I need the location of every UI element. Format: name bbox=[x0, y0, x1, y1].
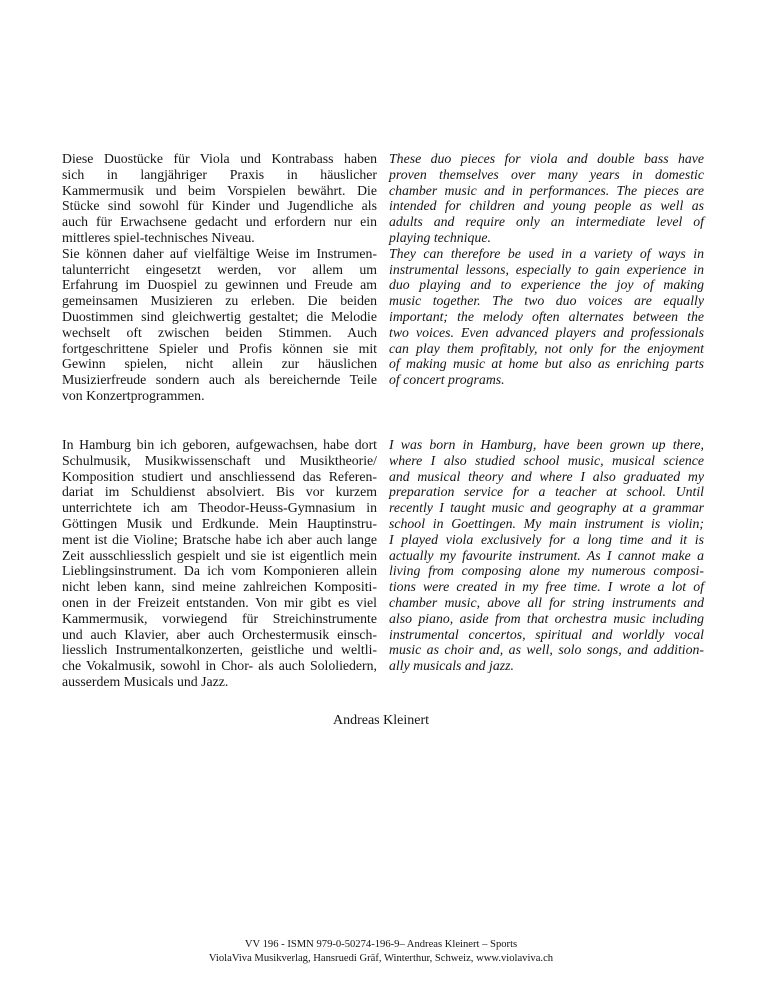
text-line: talunterricht eingesetzt werden, vor allem um bbox=[62, 261, 377, 277]
text-line: von Konzertprogrammen. bbox=[62, 387, 205, 403]
text-line: liesslich Instrumentalkonzerten, geistliche und weltli- bbox=[62, 642, 377, 658]
text-line: Lieblingsinstrument. Da ich vom Komponieren allein bbox=[62, 563, 377, 579]
text-line: also piano, aside from that orchestra music including bbox=[389, 610, 704, 626]
text-line: che Vokalmusik, sowohl in Chor- als auch Sololiedern, bbox=[62, 658, 377, 674]
text-line: Kammermusik und beim Vorspielen bewährt. Die bbox=[62, 182, 377, 198]
text-line: duo playing and to experience the joy of making bbox=[389, 277, 704, 293]
text-line: of concert programs. bbox=[389, 372, 505, 388]
text-line: recently I taught music and geography at a grammar bbox=[389, 500, 704, 516]
text-line: fortgeschrittene Spieler und Profis können sie mit bbox=[62, 340, 377, 356]
text-line: instrumental concertos, spiritual and worldly vocal bbox=[389, 626, 704, 642]
text-line: I played viola exclusively for a long time and it is bbox=[389, 531, 704, 547]
text-line: nicht leben kann, sind meine zahlreichen Kompositi- bbox=[62, 579, 377, 595]
text-line: of making music at home but also as enriching parts bbox=[389, 356, 704, 372]
text-line: proven themselves over many years in domestic bbox=[389, 166, 704, 182]
bio-english-column bbox=[389, 437, 704, 690]
text-line: In Hamburg bin ich geboren, aufgewachsen, habe dort bbox=[62, 437, 377, 452]
text-line: music as choir and, as well, solo songs, and addition- bbox=[389, 642, 704, 658]
text-line: Komposition studiert und anschliessend das Referen- bbox=[62, 468, 377, 484]
text-line: dariat im Schuldienst absolviert. Bis vor kurzem bbox=[62, 484, 377, 500]
text-line: Göttingen Musik und Erdkunde. Mein Hauptinstru- bbox=[62, 515, 377, 531]
text-line: two voices. Even advanced players and professionals bbox=[389, 324, 704, 340]
intro-english-column bbox=[389, 151, 704, 404]
text-line: sich in langjähriger Praxis in häuslicher bbox=[62, 166, 377, 182]
text-line: Erfahrung im Duospiel zu gewinnen und Freude am bbox=[62, 277, 377, 293]
text-line: Kammermusik, vorwiegend für Streichinstrumente bbox=[62, 610, 377, 626]
text-line: where I also studied school music, musical science bbox=[389, 452, 704, 468]
text-line: instrumental lessons, especially to gain experience in bbox=[389, 261, 704, 277]
text-line: Duostimmen sind gleichwertig gestaltet; die Melodie bbox=[62, 308, 377, 324]
text-line: tions were created in my free time. I wrote a lot of bbox=[389, 579, 704, 595]
text-line: chamber music, above all for string instruments and bbox=[389, 594, 704, 610]
text-line: preparation service for a teacher at school. Until bbox=[389, 484, 704, 500]
text-line: ally musicals and jazz. bbox=[389, 658, 514, 674]
text-line: intended for children and young people as well as bbox=[389, 198, 704, 214]
text-line: playing technique. bbox=[389, 229, 491, 245]
text-line: living from composing alone my numerous composi- bbox=[389, 563, 704, 579]
text-line: unterrichtete ich am Theodor-Heuss-Gymnasium in bbox=[62, 500, 377, 516]
footer-publisher-line: ViolaViva Musikverlag, Hansruedi Gräf, Winterthur, Schweiz, www.violaviva.ch bbox=[208, 953, 554, 965]
intro-german-column bbox=[62, 151, 377, 404]
text-line: can play them profitably, not only for the enjoyment bbox=[389, 340, 704, 356]
text-line: They can therefore be used in a variety of ways in bbox=[389, 245, 704, 261]
text-line: and musical theory and where I also graduated my bbox=[389, 468, 704, 484]
text-line: Zeit ausschliesslich gespielt und sie ist eigentlich mein bbox=[62, 547, 377, 563]
author-signature: Andreas Kleinert bbox=[332, 713, 430, 728]
text-line: auch für Erwachsene gedacht und erfordern nur ein bbox=[62, 214, 377, 230]
text-line: adults and require only an intermediate level of bbox=[389, 214, 704, 230]
text-line: Musizierfreude sondern auch als bereichernde Teile bbox=[62, 372, 377, 388]
text-line: ausserdem Musicals und Jazz. bbox=[62, 673, 229, 689]
text-line: important; the melody often alternates between the bbox=[389, 308, 704, 324]
bio-german-column bbox=[62, 437, 377, 690]
text-line: Diese Duostücke für Viola und Kontrabass haben bbox=[62, 151, 377, 166]
bio-section bbox=[62, 437, 704, 690]
intro-section bbox=[62, 151, 704, 404]
text-line: und auch Klavier, aber auch Orchestermusik einsch- bbox=[62, 626, 377, 642]
text-line: music together. The two duo voices are equally bbox=[389, 293, 704, 309]
text-line: I was born in Hamburg, have been grown up there, bbox=[389, 437, 704, 452]
text-line: onen in der Freizeit entstanden. Von mir gibt es viel bbox=[62, 594, 377, 610]
footer-catalog-line: VV 196 - ISMN 979-0-50274-196-9– Andreas Kleinert – Sports bbox=[244, 939, 518, 950]
text-line: mittleres spiel-technisches Niveau. bbox=[62, 229, 255, 245]
text-line: Schulmusik, Musikwissenschaft und Musiktheorie/ bbox=[62, 452, 377, 468]
text-line: chamber music and in performances. The pieces are bbox=[389, 182, 704, 198]
text-line: Stücke sind sowohl für Kinder und Jugendliche als bbox=[62, 198, 377, 214]
text-line: These duo pieces for viola and double bass have bbox=[389, 151, 704, 166]
text-line: wechselt oft zwischen beiden Stimmen. Auch bbox=[62, 324, 377, 340]
text-line: ment ist die Violine; Bratsche habe ich aber auch lange bbox=[62, 531, 377, 547]
text-line: gemeinsamen Musizieren zu erleben. Die beiden bbox=[62, 293, 377, 309]
text-line: school in Goettingen. My main instrument is violin; bbox=[389, 515, 704, 531]
text-line: Sie können daher auf vielfältige Weise im Instrumen- bbox=[62, 245, 377, 261]
text-line: Gewinn spielen, nicht allein zur häuslichen bbox=[62, 356, 377, 372]
text-line: actually my favourite instrument. As I cannot make a bbox=[389, 547, 704, 563]
footer bbox=[0, 938, 762, 966]
